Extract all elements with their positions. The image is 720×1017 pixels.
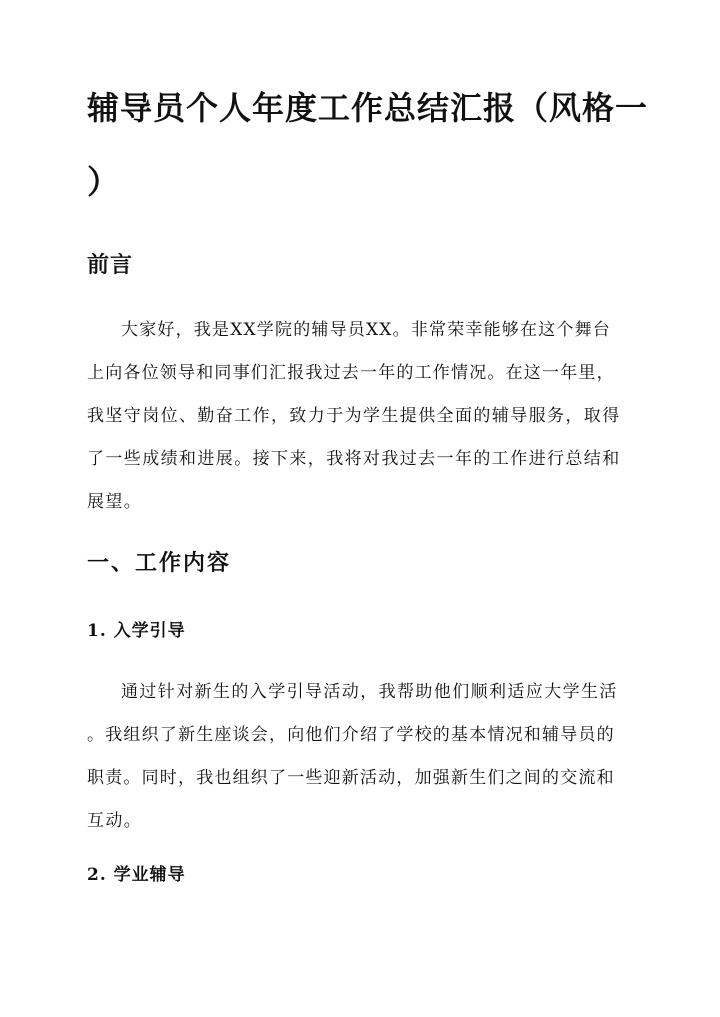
section-1-heading: 一、工作内容	[87, 550, 232, 576]
subsection-1-paragraph-line: 。我组织了新生座谈会，向他们介绍了学校的基本情况和辅导员的	[87, 725, 615, 745]
subsection-1-heading: 1. 入学引导	[87, 621, 186, 641]
subsection-2-heading: 2. 学业辅导	[87, 865, 186, 885]
preface-paragraph-line: 展望。	[87, 492, 143, 512]
subsection-1-paragraph-line: 互动。	[87, 811, 143, 831]
preface-paragraph-line: 上向各位领导和同事们汇报我过去一年的工作情况。在这一年里，	[87, 363, 615, 383]
subsection-1-paragraph-line: 通过针对新生的入学引导活动，我帮助他们顺利适应大学生活	[121, 682, 618, 702]
preface-paragraph-line: 大家好，我是XX学院的辅导员XX。非常荣幸能够在这个舞台	[121, 320, 612, 340]
preface-paragraph-line: 了一些成绩和进展。接下来，我将对我过去一年的工作进行总结和	[87, 449, 621, 469]
document-title-line-2: ）	[87, 163, 121, 201]
document-title-line-1: 辅导员个人年度工作总结汇报（风格一	[87, 89, 649, 127]
preface-paragraph-line: 我坚守岗位、勤奋工作，致力于为学生提供全面的辅导服务，取得	[87, 406, 621, 426]
preface-heading: 前言	[87, 252, 134, 278]
subsection-1-paragraph-line: 职责。同时，我也组织了一些迎新活动，加强新生们之间的交流和	[87, 768, 615, 788]
